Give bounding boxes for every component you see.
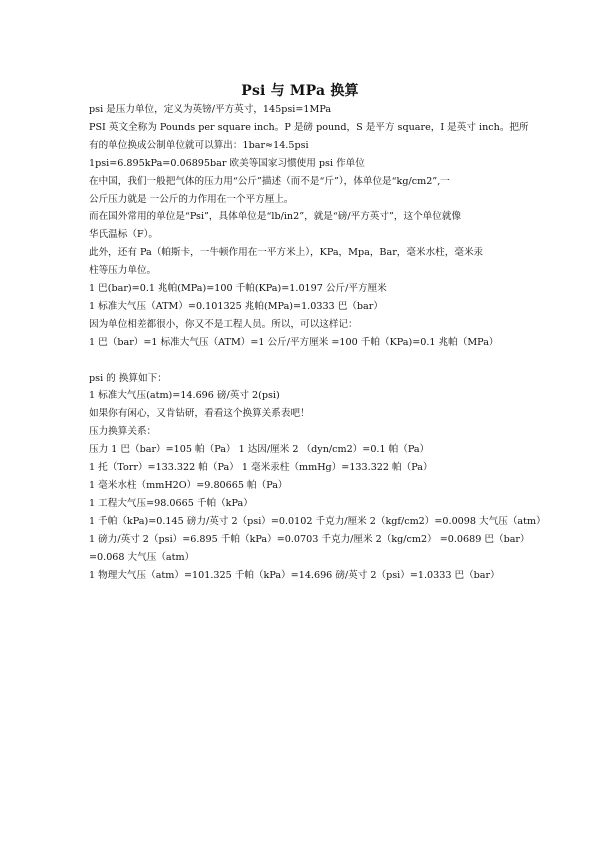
text-line: 柱等压力单位。 — [89, 265, 157, 277]
document-title: Psi 与 MPa 换算 — [241, 83, 359, 99]
text-line: 在中国，我们一般把气体的压力用“公斤”描述（而不是“斤”），体单位是“kg/cm2”,一 — [89, 175, 450, 187]
text-line: 1 巴（bar）=1 标准大气压（ATM）=1 公斤/平方厘米 =100 千帕（KPa)=0.1 兆帕（MPa） — [89, 336, 499, 348]
document-body — [89, 101, 546, 584]
text-line: 1 毫米水柱（mmH2O）=9.80665 帕（Pa） — [89, 480, 288, 492]
text-line: 有的单位换成公制单位就可以算出：1bar≈14.5psi — [89, 139, 309, 151]
text-line: 1 标准大气压（ATM）=0.101325 兆帕(MPa)=1.0333 巴（bar） — [89, 300, 383, 312]
text-line: 因为单位相差都很小，你又不是工程人员。所以，可以这样记： — [89, 318, 358, 330]
text-line: psi 的 换算如下： — [89, 372, 167, 384]
text-line: 1 物理大气压（atm）=101.325 千帕（kPa）=14.696 磅/英寸 2（psi）=1.0333 巴（bar） — [89, 569, 500, 581]
text-line: 1 托（Torr）=133.322 帕（Pa） 1 毫米汞柱（mmHg）=133.322 帕（Pa） — [89, 462, 433, 474]
text-line: 1 巴(bar)=0.1 兆帕(MPa)=100 千帕(KPa)=1.0197 公斤/平方厘米 — [89, 283, 387, 295]
text-line: 1psi=6.895kPa=0.06895bar 欧美等国家习惯使用 psi 作单位 — [89, 157, 365, 169]
blank-line — [89, 352, 519, 370]
text-line: 公斤压力就是 一公斤的力作用在一个平方厘上。 — [89, 193, 294, 205]
text-line: 1 工程大气压=98.0665 千帕（kPa） — [89, 497, 253, 509]
text-line: 1 千帕（kPa)=0.145 磅力/英寸 2（psi）=0.0102 千克力/厘米 2（kgf/cm2）=0.0098 大气压（atm） — [89, 515, 546, 527]
text-line: 此外，还有 Pa（帕斯卡，一牛顿作用在一平方米上），KPa，Mpa，Bar，毫米水柱，毫米汞 — [89, 247, 484, 259]
text-line: psi 是压力单位，定义为英镑/平方英寸，145psi=1MPa — [89, 104, 332, 115]
text-line: 压力 1 巴（bar）=105 帕（Pa） 1 达因/厘米 2 （dyn/cm2）=0.1 帕（Pa） — [89, 444, 430, 456]
text-line: 压力换算关系： — [89, 426, 157, 438]
text-line: 而在国外常用的单位是“Psi”，具体单位是“lb/in2”，就是“磅/平方英寸”，这个单位就像 — [89, 211, 462, 223]
text-line: 1 标准大气压(atm)=14.696 磅/英寸 2(psi) — [89, 390, 280, 402]
text-line: 如果你有闲心，又肯钻研，看看这个换算关系表吧！ — [89, 408, 310, 420]
text-line: 华氏温标（F）。 — [89, 229, 159, 241]
text-line: 1 磅力/英寸 2（psi）=6.895 千帕（kPa）=0.0703 千克力/厘米 2（kg/cm2） =0.0689 巴（bar） — [89, 533, 530, 545]
text-line: PSI 英文全称为 Pounds per square inch。P 是磅 pound，S 是平方 square，I 是英寸 inch。把所 — [89, 121, 529, 133]
text-line: =0.068 大气压（atm） — [89, 551, 195, 563]
